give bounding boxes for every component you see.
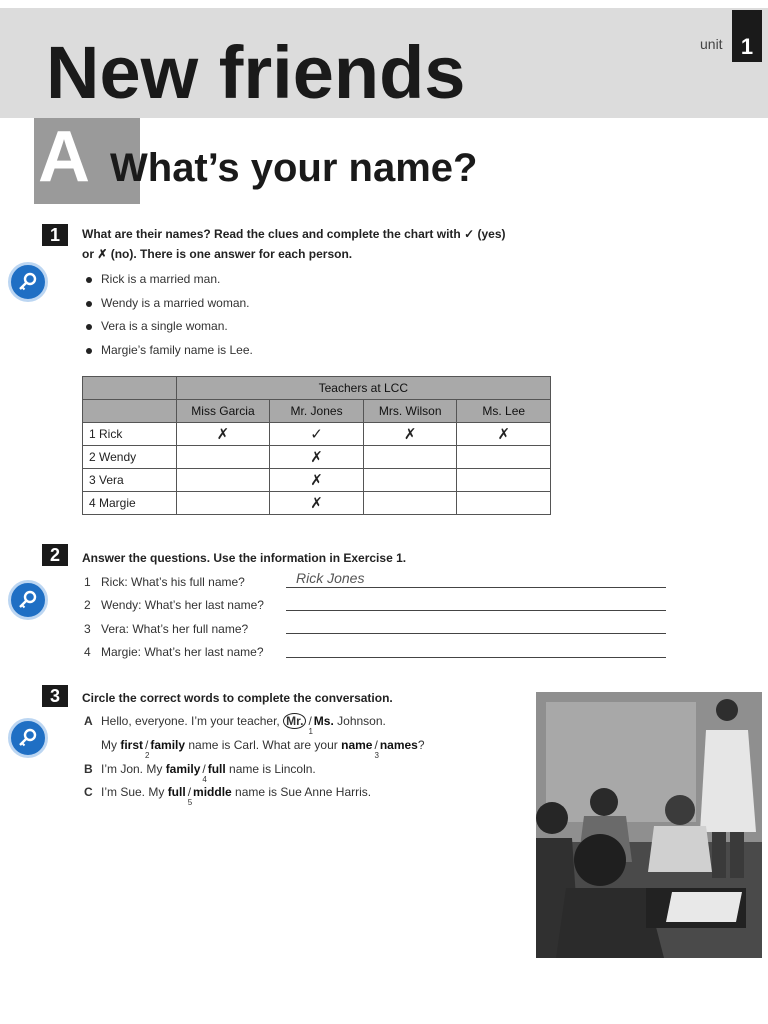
conversation-line-a1: A Hello, everyone. I’m your teacher, Mr. / 1 Ms. Johnson. bbox=[84, 714, 386, 736]
teachers-chart bbox=[82, 376, 551, 515]
row-label: 2 Wendy bbox=[83, 446, 177, 469]
section-title: What’s your name? bbox=[110, 146, 478, 190]
chart-cell[interactable]: ✗ bbox=[270, 469, 364, 492]
chart-cell[interactable] bbox=[176, 446, 270, 469]
exercise-1-instruction-line2: or ✗ (no). There is one answer for each person. bbox=[82, 247, 353, 261]
option[interactable]: middle bbox=[193, 785, 232, 799]
key-icon[interactable] bbox=[8, 718, 48, 758]
classroom-photo bbox=[536, 692, 762, 958]
chart-cell[interactable] bbox=[363, 446, 457, 469]
exercise-2-instruction: Answer the questions. Use the information in Exercise 1. bbox=[82, 551, 407, 565]
option[interactable]: family bbox=[150, 738, 186, 752]
key-icon[interactable] bbox=[8, 580, 48, 620]
question-3: 3 Vera: What’s her full name? bbox=[84, 622, 249, 636]
clue-list bbox=[86, 268, 253, 362]
chart-cell[interactable]: ✗ bbox=[270, 446, 364, 469]
chart-cell[interactable] bbox=[457, 469, 551, 492]
chart-cell[interactable]: ✓ bbox=[270, 423, 364, 446]
section-letter: A bbox=[38, 117, 90, 197]
chart-corner-2 bbox=[83, 400, 177, 423]
chart-cell[interactable]: ✗ bbox=[363, 423, 457, 446]
unit-title: New friends bbox=[46, 31, 466, 114]
answer-1-text[interactable]: Rick Jones bbox=[296, 570, 365, 586]
option[interactable]: full bbox=[167, 785, 186, 799]
chart-cell[interactable] bbox=[176, 469, 270, 492]
option[interactable]: family bbox=[165, 762, 201, 776]
exercise-3-number: 3 bbox=[42, 685, 68, 707]
table-row bbox=[83, 492, 551, 515]
exercise-2-number: 2 bbox=[42, 544, 68, 566]
answer-line[interactable] bbox=[286, 610, 666, 611]
answer-line[interactable] bbox=[286, 657, 666, 658]
table-row bbox=[83, 446, 551, 469]
clue-item: Margie’s family name is Lee. bbox=[86, 339, 253, 363]
option[interactable]: names bbox=[379, 738, 418, 752]
answer-line[interactable] bbox=[286, 587, 666, 588]
chart-cell[interactable] bbox=[457, 492, 551, 515]
chart-column-header: Miss Garcia bbox=[176, 400, 270, 423]
table-row bbox=[83, 469, 551, 492]
conversation-line-b: B I’m Jon. My family / 4 full name is Lincoln. bbox=[84, 762, 316, 784]
row-label: 3 Vera bbox=[83, 469, 177, 492]
key-icon[interactable] bbox=[8, 262, 48, 302]
option[interactable]: full bbox=[207, 762, 226, 776]
chart-column-header: Ms. Lee bbox=[457, 400, 551, 423]
option[interactable]: first bbox=[120, 738, 144, 752]
unit-number-badge: 1 bbox=[732, 10, 762, 62]
question-2: 2 Wendy: What’s her last name? bbox=[84, 598, 264, 612]
table-row bbox=[83, 423, 551, 446]
chart-cell[interactable] bbox=[176, 492, 270, 515]
answer-line[interactable] bbox=[286, 633, 666, 634]
chart-corner bbox=[83, 377, 177, 400]
chart-cell[interactable] bbox=[363, 469, 457, 492]
exercise-1-instruction-line1: What are their names? Read the clues and complete the chart with ✓ (yes) bbox=[82, 227, 506, 241]
chart-group-header: Teachers at LCC bbox=[176, 377, 550, 400]
clue-item: Rick is a married man. bbox=[86, 268, 253, 292]
option[interactable]: Ms. bbox=[313, 714, 334, 728]
question-1: 1 Rick: What’s his full name? bbox=[84, 575, 245, 589]
option[interactable]: name bbox=[341, 738, 373, 752]
chart-cell[interactable]: ✗ bbox=[176, 423, 270, 446]
row-label: 1 Rick bbox=[83, 423, 177, 446]
chart-column-header: Mrs. Wilson bbox=[363, 400, 457, 423]
conversation-line-a2: My first / 2 family name is Carl. What are your name / 3 names? bbox=[101, 738, 425, 760]
question-4: 4 Margie: What’s her last name? bbox=[84, 645, 264, 659]
option-circled[interactable]: Mr. bbox=[283, 713, 306, 729]
chart-column-header: Mr. Jones bbox=[270, 400, 364, 423]
chart-cell[interactable] bbox=[363, 492, 457, 515]
chart-cell[interactable]: ✗ bbox=[270, 492, 364, 515]
chart-cell[interactable] bbox=[457, 446, 551, 469]
unit-label: unit bbox=[700, 36, 723, 52]
clue-item: Vera is a single woman. bbox=[86, 315, 253, 339]
conversation-line-c: C I’m Sue. My full / 5 middle name is Sue Anne Harris. bbox=[84, 785, 372, 807]
exercise-3-instruction: Circle the correct words to complete the conversation. bbox=[82, 691, 393, 705]
chart-cell[interactable]: ✗ bbox=[457, 423, 551, 446]
row-label: 4 Margie bbox=[83, 492, 177, 515]
clue-item: Wendy is a married woman. bbox=[86, 292, 253, 316]
exercise-1-number: 1 bbox=[42, 224, 68, 246]
